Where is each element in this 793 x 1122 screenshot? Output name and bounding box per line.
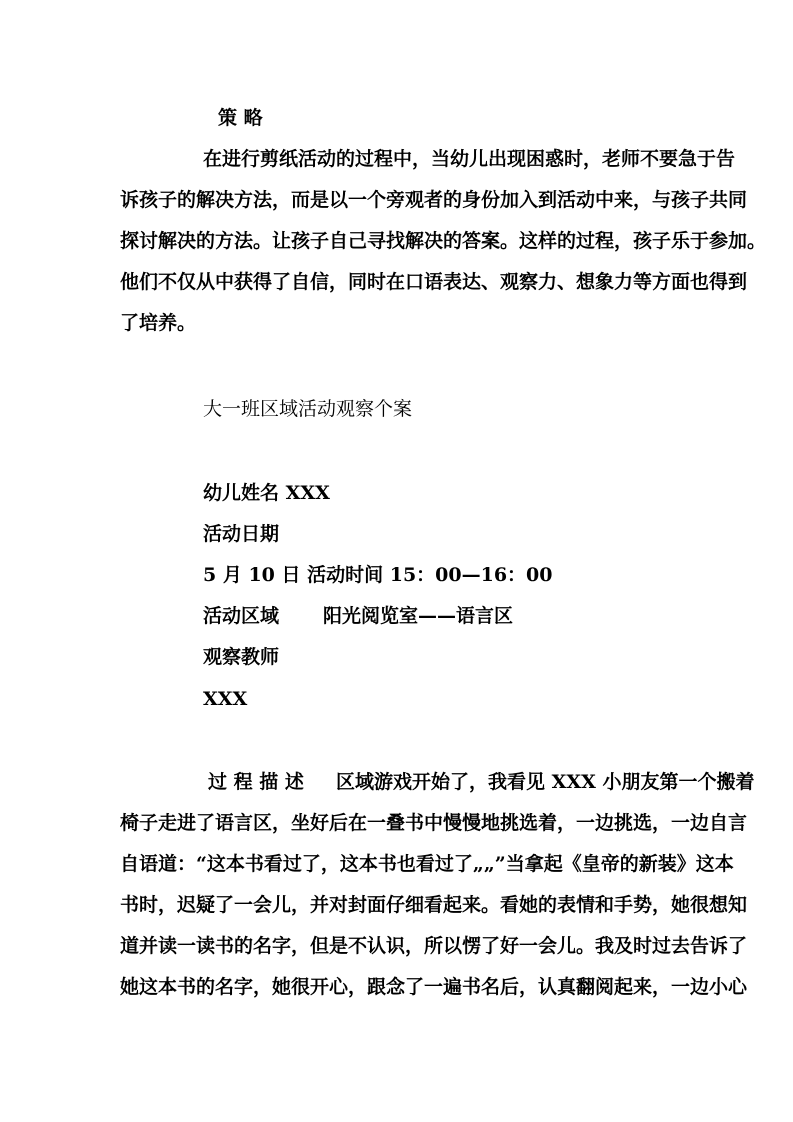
- activity-date-label: 活动日期: [203, 523, 280, 545]
- activity-area-label: 活动区域: [203, 605, 280, 627]
- process-paragraph-line-6: 她这本书的名字，她很开心，跟念了一遍书名后，认真翻阅起来，一边小心: [120, 976, 748, 998]
- strategy-paragraph-line-5: 了培养。: [120, 312, 197, 334]
- activity-area: [203, 605, 513, 627]
- strategy-paragraph-line-4: 他们不仅从中获得了自信，同时在口语表达、观察力、想象力等方面也得到: [120, 271, 748, 293]
- process-paragraph-line-2: 椅子走进了语言区，坐好后在一叠书中慢慢地挑选着，一边挑选，一边自言: [120, 812, 748, 834]
- process-heading: 过 程 描 述: [208, 771, 304, 793]
- observer-teacher-value: XXX: [203, 688, 248, 710]
- strategy-heading: 策 略: [218, 107, 263, 129]
- activity-area-value: 阳光阅览室——语言区: [323, 605, 514, 627]
- strategy-paragraph-line-3: 探讨解决的方法。让孩子自己寻找解决的答案。这样的过程，孩子乐于参加。: [120, 230, 767, 252]
- process-paragraph-line-3: 自语道：“这本书看过了，这本书也看过了„„”当拿起《皇帝的新装》这本: [120, 853, 734, 875]
- observer-teacher-label: 观察教师: [203, 646, 280, 668]
- process-paragraph-line-5: 道并读一读书的名字，但是不认识，所以愣了好一会儿。我及时过去告诉了: [120, 935, 748, 957]
- child-name: 幼儿姓名 XXX: [203, 482, 330, 504]
- process-paragraph-line-1: 区域游戏开始了，我看见 XXX 小朋友第一个搬着: [336, 771, 755, 793]
- activity-date-time: 5 月 10 日 活动时间 15：00—16：00: [203, 564, 553, 586]
- strategy-paragraph-line-2: 诉孩子的解决方法，而是以一个旁观者的身份加入到活动中来，与孩子共同: [120, 189, 748, 211]
- strategy-paragraph-line-1: 在进行剪纸活动的过程中，当幼儿出现困惑时，老师不要急于告: [203, 148, 736, 170]
- process-paragraph-line-4: 书时，迟疑了一会儿，并对封面仔细看起来。看她的表情和手势，她很想知: [120, 894, 748, 916]
- record-title: 大一班区域活动观察个案: [203, 398, 413, 420]
